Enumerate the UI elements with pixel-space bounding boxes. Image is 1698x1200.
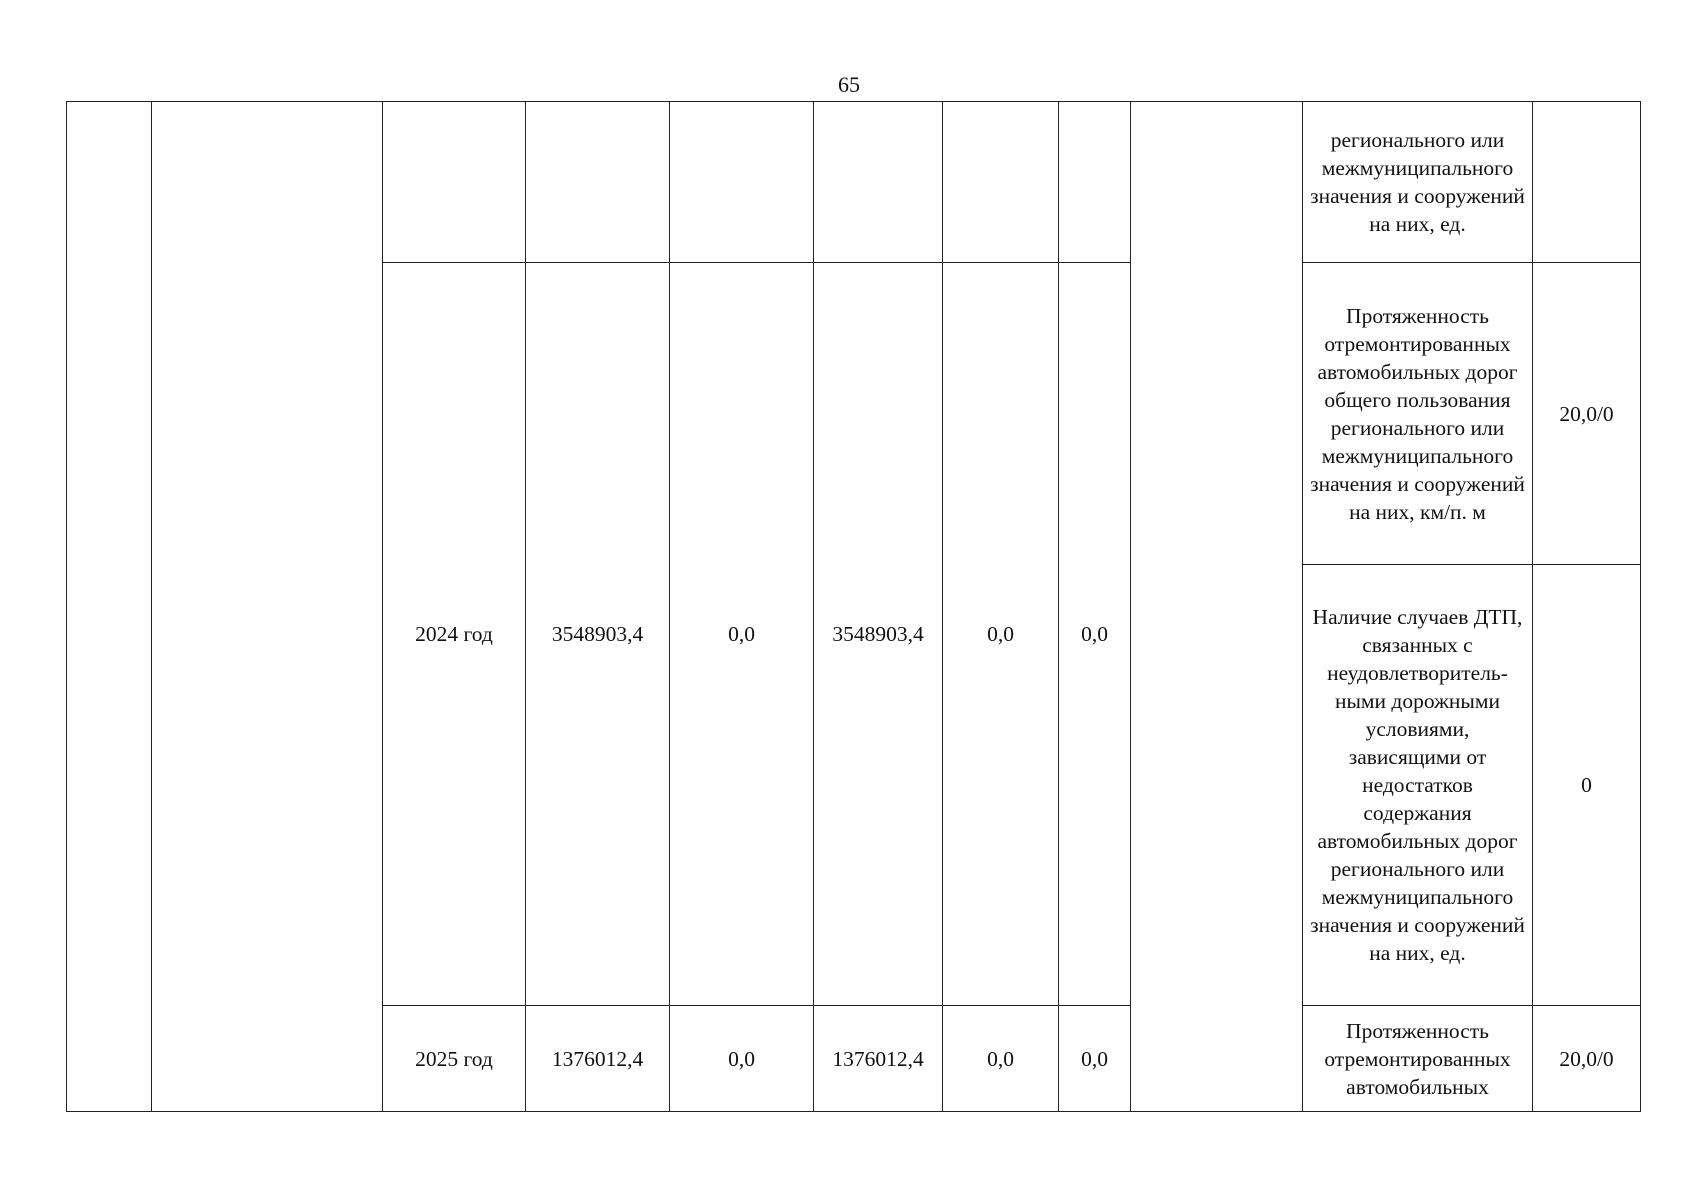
activity-name-cell (152, 102, 383, 1112)
indicator-name-cell: Наличие случаев ДТП, связанных с неудовлетворитель-ными дорожными условиями, зависящими от недостатков содержания автомобильных дорог регионального или межмуниципального значения и сооружений на них, ед. (1303, 565, 1533, 1006)
amount-regional-cell (814, 102, 943, 263)
amount-local-cell (943, 102, 1059, 263)
amount-local-cell: 0,0 (943, 263, 1059, 1006)
indicator-name-cell: Протяженность отремонтированных автомобильных (1303, 1006, 1533, 1112)
amount-other-cell (1059, 102, 1131, 263)
year-cell: 2024 год (383, 263, 526, 1006)
number-cell (67, 102, 152, 1112)
responsible-executor-cell (1131, 102, 1303, 1112)
amount-regional-cell: 3548903,4 (814, 263, 943, 1006)
indicator-value-cell: 20,0/0 (1533, 263, 1641, 565)
indicator-value-cell: 20,0/0 (1533, 1006, 1641, 1112)
indicator-name-cell: регионального или межмуниципального значения и сооружений на них, ед. (1303, 102, 1533, 263)
page-number: 65 (838, 72, 860, 97)
amount-total-cell: 1376012,4 (526, 1006, 670, 1112)
program-funding-table (66, 101, 1641, 1112)
amount-total-cell: 3548903,4 (526, 263, 670, 1006)
indicator-value-cell: 0 (1533, 565, 1641, 1006)
table-row (67, 102, 1641, 263)
amount-local-cell: 0,0 (943, 1006, 1059, 1112)
year-cell: 2025 год (383, 1006, 526, 1112)
amount-federal-cell: 0,0 (670, 263, 814, 1006)
amount-regional-cell: 1376012,4 (814, 1006, 943, 1112)
amount-total-cell (526, 102, 670, 263)
amount-federal-cell (670, 102, 814, 263)
indicator-name-cell: Протяженность отремонтированных автомобильных дорог общего пользования регионального или межмуниципального значения и сооружений на них, км/п. м (1303, 263, 1533, 565)
indicator-value-cell (1533, 102, 1641, 263)
amount-other-cell: 0,0 (1059, 1006, 1131, 1112)
amount-other-cell: 0,0 (1059, 263, 1131, 1006)
amount-federal-cell: 0,0 (670, 1006, 814, 1112)
year-cell (383, 102, 526, 263)
